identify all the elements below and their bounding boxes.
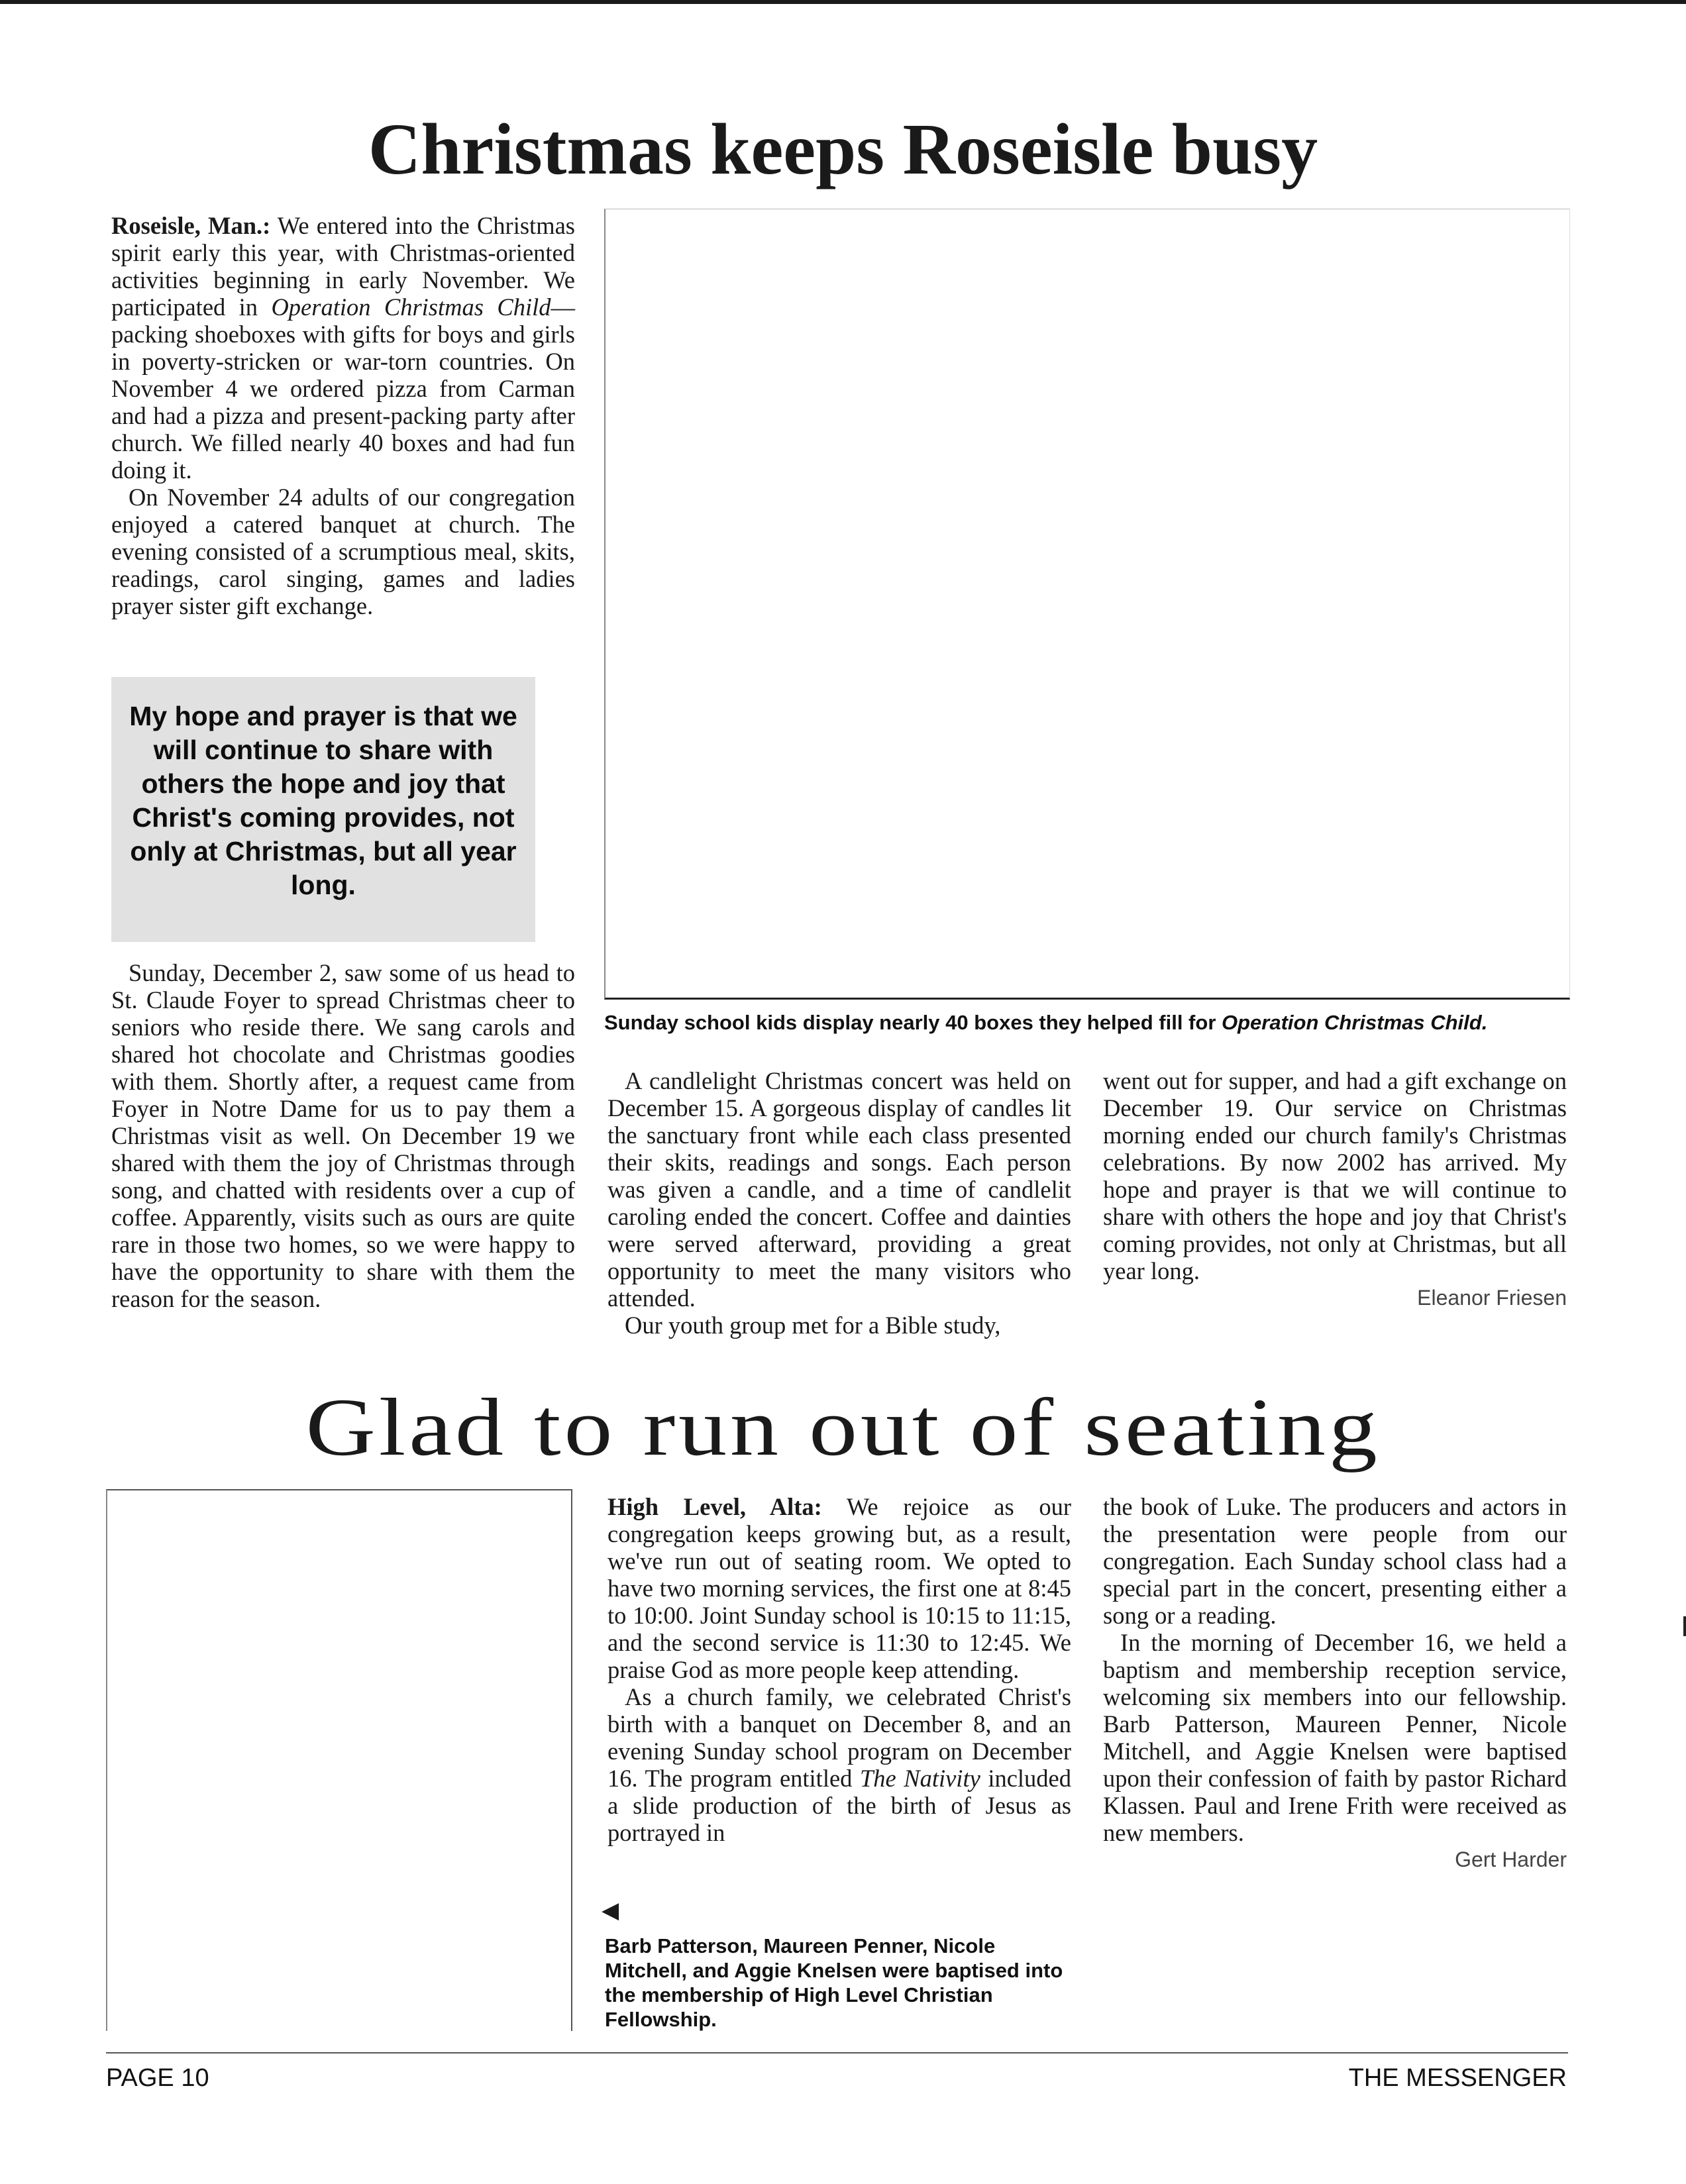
pull-quote bbox=[111, 677, 535, 942]
article2-dateline: High Level, Alta: bbox=[607, 1493, 822, 1520]
caption-arrow-icon: ◀ bbox=[602, 1897, 619, 1924]
pull-quote-text: My hope and prayer is that we will continue to share with others the hope and joy that Christ's coming provides, not only at Christmas, but all year long. bbox=[129, 701, 517, 900]
article1-column-2 bbox=[607, 1067, 1071, 1339]
page-top-edge bbox=[0, 0, 1686, 4]
article1-column-1-bottom bbox=[111, 959, 575, 1312]
article1-paragraph-2: On November 24 adults of our congregation enjoyed a catered banquet at church. The evening consisted of a scrumptious meal, skits, readings, carol singing, games and ladies prayer sister gift exchange. bbox=[111, 484, 575, 619]
article1-paragraph-3: Sunday, December 2, saw some of us head to St. Claude Foyer to spread Christmas cheer to seniors who reside there. We sang carols and shared hot chocolate and Christmas goodies with them. Shortly after, a request came from Foyer in Notre Dame for us to pay them a Christmas visit as well. On December 19 we shared with them the joy of Christmas through song, and chatted with residents over a cup of coffee. Apparently, visits such as ours are quite rare in those two homes, so we were happy to have the opportunity to share with them the reason for the season. bbox=[111, 959, 575, 1312]
article2-paragraph-2-cont: the book of Luke. The producers and actors in the presentation were people from our congregation. Each Sunday school class had a special part in the concert, presenting either a song or a reading. bbox=[1103, 1493, 1567, 1629]
article1-photo-caption: Sunday school kids display nearly 40 boxes they helped fill for Operation Christmas Child. bbox=[604, 1011, 1488, 1034]
article2-photo bbox=[106, 1489, 572, 2031]
article1-paragraph-5-start: Our youth group met for a Bible study, bbox=[625, 1312, 1001, 1339]
margin-mark bbox=[1683, 1616, 1686, 1636]
article1-paragraph-1: Roseisle, Man.: We entered into the Christmas spirit early this year, with Christmas-oriented activities beginning in early November. We participated in Operation Christmas Child—packing shoeboxes with gifts for boys and girls in poverty-stricken or war-torn countries. On November 4 we ordered pizza from Carman and had a pizza and present-packing party after church. We filled nearly 40 boxes and had fun doing it. bbox=[111, 212, 575, 484]
article2-paragraph-2: As a church family, we celebrated Christ's birth with a banquet on December 8, and an evening Sunday school program on December 16. The program entitled The Nativity included a slide production of the birth of Jesus as portrayed in bbox=[607, 1683, 1072, 1846]
article2-headline: Glad to run out of seating bbox=[305, 1382, 1381, 1473]
footer-rule bbox=[106, 2052, 1568, 2054]
article1-photo bbox=[604, 209, 1570, 1000]
article2-column-2 bbox=[1103, 1493, 1567, 1873]
article1-headline: Christmas keeps Roseisle busy bbox=[368, 109, 1318, 189]
article1-paragraph-4: A candlelight Christmas concert was held on December 15. A gorgeous display of candles lit the sanctuary front while each class presented their skits, readings and songs. Each person was given a candle, and a time of candlelit caroling ended the concert. Coffee and dainties were served afterward, providing a great opportunity to meet the many visitors who attended. bbox=[607, 1067, 1071, 1312]
article2-column-1 bbox=[607, 1493, 1071, 1846]
article2-byline: Gert Harder bbox=[1455, 1847, 1567, 1871]
article1-dateline: Roseisle, Man.: bbox=[111, 212, 271, 239]
article2-photo-caption: Barb Patterson, Maureen Penner, Nicole Mitchell, and Aggie Knelsen were baptised into the membership of High Level Christian Fellowship. bbox=[605, 1934, 1063, 2031]
article2-paragraph-1: High Level, Alta: We rejoice as our congregation keeps growing but, as a result, we've run out of seating room. We opted to have two morning services, the first one at 8:45 to 10:00. Joint Sunday school is 10:15 to 11:15, and the second service is 11:30 to 12:45. We praise God as more people keep attending. bbox=[607, 1493, 1072, 1683]
article1-byline: Eleanor Friesen bbox=[1417, 1286, 1567, 1310]
article1-column-3 bbox=[1103, 1067, 1567, 1312]
article1-paragraph-5-end: went out for supper, and had a gift exchange on December 19. Our service on Christmas morning ended our church family's Christmas celebrations. By now 2002 has arrived. My hope and prayer is that we will continue to share with others the hope and joy that Christ's coming provides, not only at Christmas, but all year long. bbox=[1103, 1067, 1567, 1284]
publication-name: THE MESSENGER bbox=[1348, 2064, 1567, 2092]
article2-paragraph-3: In the morning of December 16, we held a baptism and membership reception service, welcoming six members into our fellowship. Barb Patterson, Maureen Penner, Nicole Mitchell, and Aggie Knelsen were baptised upon their confession of faith by pastor Richard Klassen. Paul and Irene Frith were received as new members. bbox=[1103, 1629, 1567, 1846]
page-number: PAGE 10 bbox=[106, 2064, 209, 2092]
article1-column-1-top bbox=[111, 212, 575, 619]
